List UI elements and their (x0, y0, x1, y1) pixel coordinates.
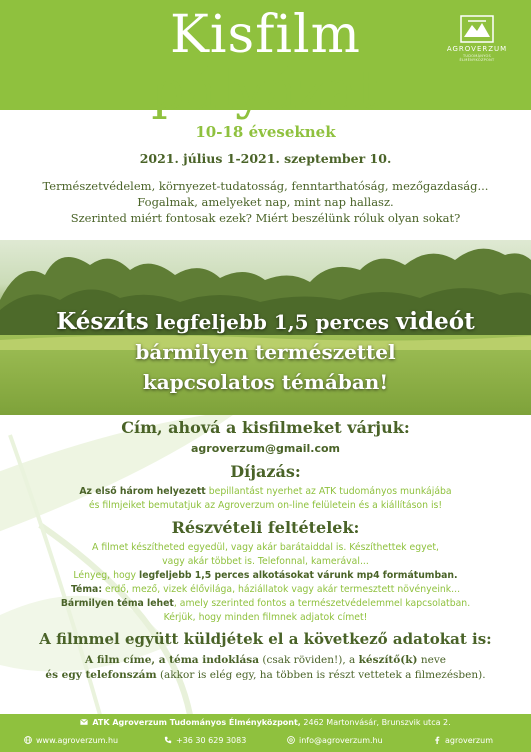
title-line-2: pályázat (151, 61, 380, 121)
footer-email[interactable] (287, 736, 383, 745)
rules-line-3-a: Lényeg, hogy (73, 570, 137, 581)
rules-line-1: A filmet készítheted egyedül, vagy akár barátaiddal is. Készíthettek egyet, (92, 542, 439, 553)
submit-line-1-d: neve (420, 654, 446, 666)
rules-line-3-b: legfeljebb 1,5 perces alkotásokat várunk mp4 formátumban (139, 570, 455, 581)
rules-text (10, 541, 521, 625)
submit-line-1-b: (csak röviden!), a (262, 654, 356, 666)
intro-line-1: Természetvédelem, környezet-tudatosság, fenntarthatóság, mezőgazdaság... (42, 179, 489, 193)
submit-line-2 (10, 668, 521, 683)
rules-line-2: vagy akár többet is. Telefonnal, kamerával... (162, 556, 369, 567)
prize-line-1 (10, 485, 521, 499)
submit-text (10, 653, 521, 683)
submit-line-2-b: (akkor is elég egy, ha többen is részt vettetek a filmezésben). (159, 669, 486, 681)
footer-phone-text: +36 30 629 3083 (176, 736, 247, 745)
intro-line-2: Fogalmak, amelyeket nap, mint nap hallasz. (137, 195, 394, 209)
rules-line-5 (10, 597, 521, 611)
footer-email-text: info@agroverzum.hu (299, 736, 383, 745)
intro-text (20, 178, 511, 226)
footer (0, 714, 531, 752)
footer-address (0, 718, 531, 727)
submit-line-1-c: készítő(k) (358, 654, 418, 666)
submit-line-1 (10, 653, 521, 668)
footer-website-text: www.agroverzum.hu (36, 736, 119, 745)
call-to-action-line-3: kapcsolatos témában! (142, 370, 389, 394)
prize-winners: Az első három helyezett (79, 486, 206, 497)
rules-heading: Részvételi feltételek: (171, 518, 360, 537)
agroverzum-logo (446, 15, 508, 62)
rules-line-5-a: Bármilyen téma lehet (60, 598, 174, 609)
agroverzum-logo-icon (460, 15, 494, 43)
footer-website[interactable] (24, 736, 118, 745)
call-to-action-line-2: bármilyen természettel (135, 340, 396, 364)
phone-icon (164, 736, 172, 744)
facebook-icon (433, 736, 441, 744)
rules-topic-label: Téma: (70, 584, 103, 595)
footer-facebook-text: agroverzum (445, 736, 493, 745)
globe-icon (24, 736, 32, 744)
prize-line-1-rest: bepillantást nyerhet az ATK tudományos munkájába (208, 486, 452, 497)
cta-duration: legfeljebb 1,5 perces (155, 310, 389, 334)
age-group: 10-18 éveseknek (195, 123, 336, 141)
footer-street: 2462 Martonvásár, Brunszvik utca 2. (303, 718, 451, 727)
address-heading: Cím, ahová a kisfilmeket várjuk: (121, 418, 410, 437)
prize-text (10, 485, 521, 513)
footer-contacts (0, 736, 531, 748)
submit-line-1-a: A film címe, a téma indoklása (85, 654, 260, 666)
submit-line-2-a: és egy telefonszám (45, 669, 157, 681)
cta-word-videot: videót (395, 308, 475, 335)
rules-line-5-b: , amely szerinted fontos a természetvédelemmel kapcsolatban. (173, 598, 471, 609)
submit-heading: A filmmel együtt küldjétek el a következő adatokat is: (39, 630, 492, 648)
footer-phone[interactable] (164, 736, 246, 745)
envelope-icon (80, 718, 88, 726)
rules-line-4 (10, 583, 521, 597)
rules-line-3 (10, 569, 521, 583)
rules-line-3-c: . (454, 570, 458, 581)
submission-email[interactable]: agroverzum@gmail.com (190, 442, 341, 455)
prize-heading: Díjazás: (230, 462, 301, 481)
intro-line-3: Szerinted miért fontosak ezek? Miért beszélünk róluk olyan sokat? (70, 211, 461, 225)
logo-name: AGROVERZUM (446, 45, 508, 53)
prize-line-2: és filmjeiket bemutatjuk az Agroverzum on-line felületein és a kiállításon is! (88, 500, 443, 511)
footer-org: ATK Agroverzum Tudományos Élményközpont, (92, 718, 301, 727)
competition-dates: 2021. július 1-2021. szeptember 10. (139, 151, 392, 166)
rules-topic-text: erdő, mező, vizek élővilága, háziállatok vagy akár termesztett növényeink... (105, 584, 461, 595)
footer-facebook[interactable] (433, 736, 493, 745)
rules-line-6: Kérjük, hogy minden filmnek adjatok címet! (163, 612, 368, 623)
at-icon (287, 736, 295, 744)
logo-tagline: TUDOMÁNYOS ÉLMÉNYKÖZPONT (459, 54, 495, 62)
header-section (0, 0, 531, 240)
cta-word-keszits: Készíts (56, 308, 149, 335)
call-to-action-line-1 (0, 308, 531, 336)
title-line-1: Kisfilm (170, 5, 361, 65)
